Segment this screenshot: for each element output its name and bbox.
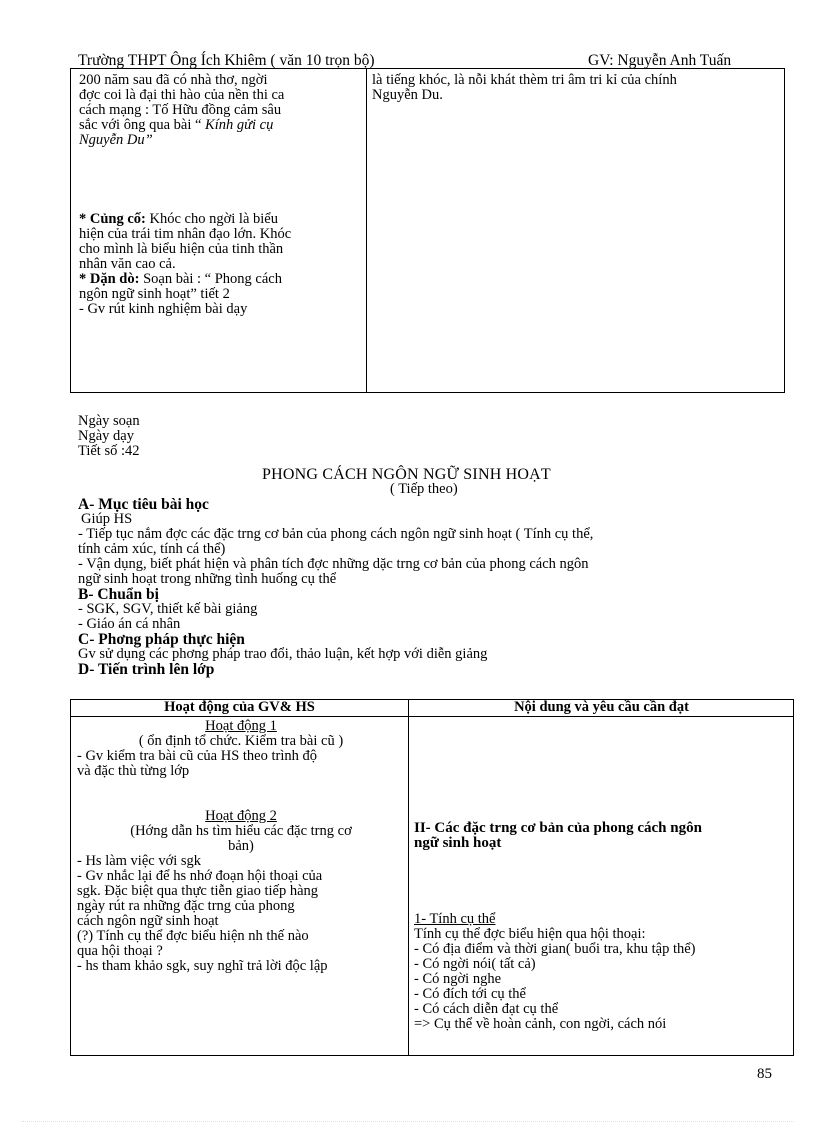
activity-2-title: Hoạt động 2: [205, 808, 277, 824]
right-text-line: Nguyễn Du.: [372, 87, 443, 103]
content-line: - Có cách diễn đạt cụ thể: [414, 1001, 559, 1017]
dando-line: [79, 272, 291, 287]
cungco-line: cho mình là biểu hiện của tinh thần: [79, 241, 284, 257]
lesson-title: PHONG CÁCH NGÔN NGỮ SINH HOẠT: [262, 466, 551, 483]
quote-mark: ”: [144, 132, 153, 148]
activity-2-subtitle: (Hớng dẫn hs tìm hiểu các đặc trng cơ: [130, 823, 352, 839]
col-header-activities: Hoạt động của GV& HS: [164, 699, 315, 715]
cungco-line: nhân văn cao cả.: [79, 256, 176, 272]
section-a-heading: A- Mục tiêu bài học: [78, 496, 209, 513]
meta-line: Tiết số :42: [78, 443, 140, 459]
poem-title: Nguyễn Du: [79, 132, 145, 148]
activity-2-line: sgk. Đặc biệt qua thực tiễn giao tiếp hàng: [77, 883, 318, 899]
header-teacher: GV: Nguyễn Anh Tuấn: [588, 52, 732, 69]
section-a-line: ngữ sinh hoạt trong những tình huống cụ thể: [78, 571, 337, 587]
activity-2-line: cách ngôn ngữ sinh hoạt: [77, 913, 219, 929]
main-table-header-rule: [70, 716, 794, 717]
page-number: 85: [757, 1066, 772, 1082]
activity-1-title: Hoạt động 1: [205, 718, 277, 734]
right-text-line: là tiếng khóc, là nỗi khát thèm tri âm tri kỉ của chính: [372, 72, 677, 88]
top-para-line: [79, 118, 291, 133]
content-subheading: 1- Tính cụ thể: [414, 911, 496, 927]
activity-2-line: qua hội thoại ?: [77, 943, 163, 959]
main-right-cell: [414, 821, 702, 1032]
meta-line: Ngày dạy: [78, 428, 134, 444]
section-c-line: Gv sử dụng các phơng pháp trao đổi, thảo luận, kết hợp với diễn giảng: [78, 646, 488, 662]
top-table-left-cell: [79, 73, 291, 317]
content-line: => Cụ thể về hoàn cảnh, con ngời, cách nói: [414, 1016, 667, 1032]
col-header-content: Nội dung và yêu cầu cần đạt: [514, 699, 689, 715]
dando-label: * Dặn dò:: [79, 271, 140, 287]
activity-2-line: (?) Tính cụ thể đợc biểu hiện nh thế nào: [77, 928, 309, 944]
main-table-divider: [408, 699, 409, 1056]
dando-line: ngôn ngữ sinh hoạt” tiết 2: [79, 286, 230, 302]
content-line: - Có ngời nghe: [414, 971, 502, 987]
content-line: - Có địa điểm và thời gian( buổi tra, khu tập thể): [414, 941, 696, 957]
cungco-label: * Củng cố:: [79, 211, 146, 227]
content-line: Tính cụ thể đợc biểu hiện qua hội thoại:: [414, 926, 646, 942]
top-para-line: 200 năm sau đã có nhà thơ, ngời: [79, 72, 268, 88]
section-b-line: - SGK, SGV, thiết kế bài giảng: [78, 601, 258, 617]
dando-line: - Gv rút kinh nghiệm bài dạy: [79, 301, 248, 317]
poem-title: Kính gửi cụ: [205, 117, 274, 133]
main-left-cell: [77, 719, 405, 974]
activity-1-line: và đặc thù từng lớp: [77, 763, 190, 779]
dando-text: Soạn bài : “ Phong cách: [139, 271, 282, 287]
lesson-meta: [78, 414, 140, 459]
lesson-subtitle: ( Tiếp theo): [390, 481, 458, 497]
content-heading: ngữ sinh hoạt: [414, 835, 502, 851]
content-line: - Có đích tới cụ thể: [414, 986, 526, 1002]
section-c-heading: C- Phơng pháp thực hiện: [78, 631, 245, 648]
top-table-divider: [366, 68, 367, 393]
meta-line: Ngày soạn: [78, 413, 140, 429]
cungco-line: [79, 212, 291, 227]
activity-1-subtitle: ( ổn định tổ chức. Kiểm tra bài cũ ): [138, 733, 344, 749]
top-para-line: [79, 133, 291, 148]
section-a-line: - Tiếp tục nắm đợc các đặc trng cơ bản của phong cách ngôn ngữ sinh hoạt ( Tính cụ thể,: [78, 526, 594, 542]
content-heading: II- Các đặc trng cơ bản của phong cách ngôn: [414, 820, 702, 836]
section-b-heading: B- Chuẩn bị: [78, 586, 159, 603]
activity-2-line: - hs tham khảo sgk, suy nghĩ trả lời độc lập: [77, 958, 328, 974]
cungco-line: hiện của trái tim nhân đạo lớn. Khóc: [79, 226, 292, 242]
activity-2-line: - Hs làm việc với sgk: [77, 853, 202, 869]
section-a-line: tính cảm xúc, tính cá thể): [78, 541, 226, 557]
section-a-line: - Vận dụng, biết phát hiện và phân tích đợc những dặc trng cơ bản của phong cách ngôn: [78, 556, 589, 572]
activity-2-line: - Gv nhắc lại để hs nhớ đoạn hội thoại của: [77, 868, 323, 884]
top-para-line: cách mạng : Tố Hữu đồng cảm sâu: [79, 102, 282, 118]
section-a-line: Giúp HS: [81, 511, 133, 527]
activity-2-line: ngày rút ra những đặc trng của phong: [77, 898, 295, 914]
section-d-heading: D- Tiến trình lên lớp: [78, 661, 215, 678]
page-bottom-rule: [22, 1121, 794, 1122]
top-para-text: sắc với ông qua bài “: [79, 117, 202, 133]
section-objectives: [78, 497, 593, 677]
activity-1-line: - Gv kiểm tra bài cũ của HS theo trình độ: [77, 748, 317, 764]
activity-2-subtitle: bản): [228, 838, 254, 854]
content-line: - Có ngời nói( tất cả): [414, 956, 536, 972]
cungco-text: Khóc cho ngời là biểu: [145, 211, 278, 227]
header-school: Trường THPT Ông Ích Khiêm ( văn 10 trọn bộ): [78, 52, 375, 69]
top-table-right-cell: [372, 73, 677, 103]
section-b-line: - Giáo án cá nhân: [78, 616, 181, 632]
top-para-line: đợc coi là đại thi hào của nền thi ca: [79, 87, 285, 103]
